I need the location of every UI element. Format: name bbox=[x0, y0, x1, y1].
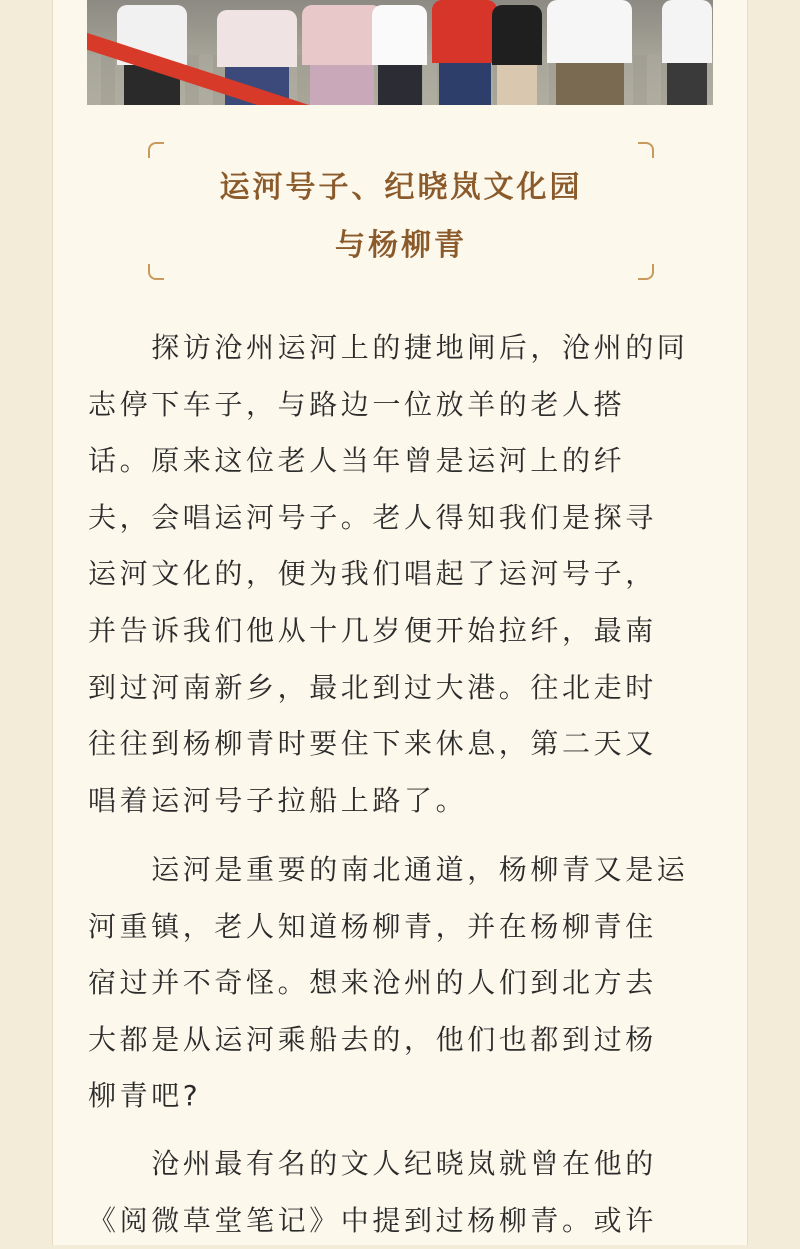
section-title-frame bbox=[148, 142, 654, 280]
text-line: 唱着运河号子拉船上路了。 bbox=[88, 783, 468, 817]
photo-person bbox=[372, 5, 427, 105]
photo-person bbox=[432, 0, 497, 105]
text-line: 往往到杨柳青时要住下来休息，第二天又 bbox=[88, 727, 657, 761]
article-photo bbox=[87, 0, 713, 105]
frame-corner bbox=[638, 142, 654, 158]
text-line: 话。原来这位老人当年曾是运河上的纤 bbox=[88, 444, 626, 478]
photo-person bbox=[662, 0, 712, 105]
text-line: 《阅微草堂笔记》中提到过杨柳青。或许 bbox=[88, 1203, 657, 1237]
frame-corner bbox=[638, 264, 654, 280]
photo-person bbox=[492, 5, 542, 105]
section-title-line-1: 运河号子、纪晓岚文化园 bbox=[219, 170, 583, 205]
text-line: 宿过并不奇怪。想来沧州的人们到北方去 bbox=[88, 966, 657, 1000]
text-line: 夫，会唱运河号子。老人得知我们是探寻 bbox=[88, 500, 657, 534]
photo-person bbox=[547, 0, 632, 105]
text-line: 沧州最有名的文人纪晓岚就曾在他的 bbox=[88, 1147, 657, 1180]
frame-corner bbox=[148, 264, 164, 280]
text-line: 柳青吧? bbox=[88, 1079, 202, 1113]
text-line: 河重镇，老人知道杨柳青，并在杨柳青住 bbox=[88, 909, 657, 943]
text-line: 探访沧州运河上的捷地闸后，沧州的同 bbox=[88, 331, 689, 364]
paragraph-3 bbox=[88, 1136, 712, 1249]
frame-corner bbox=[148, 142, 164, 158]
text-line: 志停下车子，与路边一位放羊的老人搭 bbox=[88, 387, 626, 421]
text-line: 并告诉我们他从十几岁便开始拉纤，最南 bbox=[88, 613, 657, 647]
text-line: 运河文化的，便为我们唱起了运河号子， bbox=[88, 557, 657, 591]
section-title-line-2: 与杨柳青 bbox=[335, 228, 467, 263]
paragraph-1 bbox=[88, 320, 712, 829]
text-line: 到过河南新乡，最北到过大港。往北走时 bbox=[88, 670, 657, 704]
text-line: 运河是重要的南北通道，杨柳青又是运 bbox=[88, 853, 689, 886]
text-line: 大都是从运河乘船去的，他们也都到过杨 bbox=[88, 1022, 657, 1056]
paragraph-2 bbox=[88, 842, 712, 1125]
photo-person bbox=[302, 5, 382, 105]
